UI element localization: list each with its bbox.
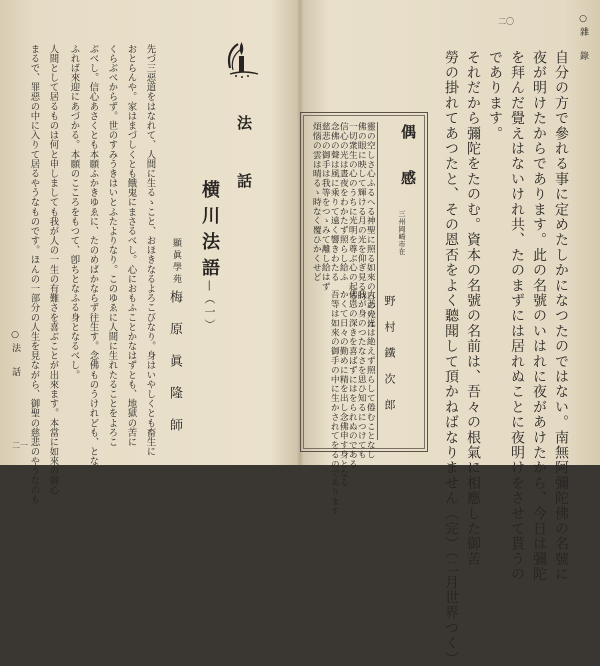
essay-line: 信心の光は晝夜をわかたず照らし給ふ xyxy=(337,122,348,282)
text-line: を拜んだ覺えはないけれ共、たのまずには居れぬことに夜明けをさせて貰うの xyxy=(509,50,525,582)
affiliation: 顯眞學苑 xyxy=(171,238,181,286)
essay-line: 靈の空しさ心ふるへる神聖に照る如來の日の光は xyxy=(364,122,375,329)
text-line: おとらんや。家はまづしくとも餓鬼にまさるべし。心におもふことかなはずとも、地獄の苦に xyxy=(125,44,137,447)
sermon-title-suffix: —（一） xyxy=(203,280,216,332)
sermon-title: 横川法語 xyxy=(199,180,220,284)
essay-line: 念佛の聲は風に乘りて遠く響きわたる xyxy=(328,122,339,282)
footer-head: ○法 話 xyxy=(10,330,20,379)
text-line: ぶべし。信心あさくとも本願ふかきゆゑに、たのめばかならず往生す。念佛ものうけれども、とな xyxy=(87,44,99,466)
essay-line: 吾等は如來の御手の中に生かされてをるのであります xyxy=(328,290,339,516)
essay-line: 一切衆生の心のうちに光明を尊ぶ心の起る xyxy=(346,122,357,301)
essay-line: 煩惱の雲は晴るゝ時なく覆ひかくせど xyxy=(310,122,321,282)
essay-line: 佛の眼に映して輝ける月の光を仰ぎ見る時 xyxy=(355,122,366,301)
essay-line: 大悲の光は絶えず照らして倦むことなし xyxy=(364,290,375,460)
essay-line: 佛恩の深きを喜ばずにはをられぬのである xyxy=(346,290,357,469)
author-name: 梅 原 眞 隆 師 xyxy=(167,290,182,434)
text-line: ふれば來迎にあづかる。本願のこころをもつて、卽ちとなふる身となるべし。 xyxy=(68,44,80,380)
text-line: 勞の掛れてあつたと、その恩否をよく聽聞して頂かねばなりません（完）（二月世界つく） xyxy=(443,50,459,666)
text-line: 先づ三惡道をはなれて、人間に生るゝこと、おほきなるよろこびなり。身はいやしくとも畜生に xyxy=(144,44,156,457)
page-number-right: 二〇 xyxy=(498,17,514,26)
essay-line: 慈悲の御手は我等をつゝみて離し給はず xyxy=(319,122,330,292)
text-line: それだから彌陀をたのむ。資本の名號の名前は、吾々の根氣に相應した御苦 xyxy=(465,50,481,567)
text-line: 夜が明けたからであります。此の名號のいはれに夜があけたから、今日は彌陀 xyxy=(531,50,547,582)
text-line: 自分の方で參れる事に定めたしかになつたのではない。南無阿彌陀佛の名號に xyxy=(553,50,569,582)
essay-line: 我が身のつたなさを思ひ知るにつけても xyxy=(355,290,366,460)
essay-line: かくて日々の勤めに精を出し念佛申す身となる xyxy=(337,290,348,488)
essay-author-note: 三州岡崎市在 xyxy=(398,210,406,256)
text-line: 人間として居るものは何と申しましても我が人の一生の有難さを喜ぶことが出來ます。本當に如來の御心 xyxy=(47,44,59,495)
essay-rule xyxy=(377,122,378,440)
page-number-left: 二一 xyxy=(12,441,28,450)
text-line: まるで、罪惡の中に入りて居るやうなものです。ほんの一部分の人生を見ながら、御聖の慈悲のやうなのも xyxy=(28,44,40,505)
section-label: 法 話 xyxy=(235,115,253,202)
text-line: であります。 xyxy=(487,50,503,142)
essay-author: 野 村 鐵 次 郎 xyxy=(383,295,396,412)
text-line: くらぶべからず。世のすみうきはいとふたよりなり。このゆゑに人間に生れたることをよろこ xyxy=(106,44,118,447)
running-head: ○雜 錄 xyxy=(578,14,588,63)
essay-title: 偶 感 xyxy=(399,124,417,193)
candle-emblem-icon xyxy=(222,38,262,84)
